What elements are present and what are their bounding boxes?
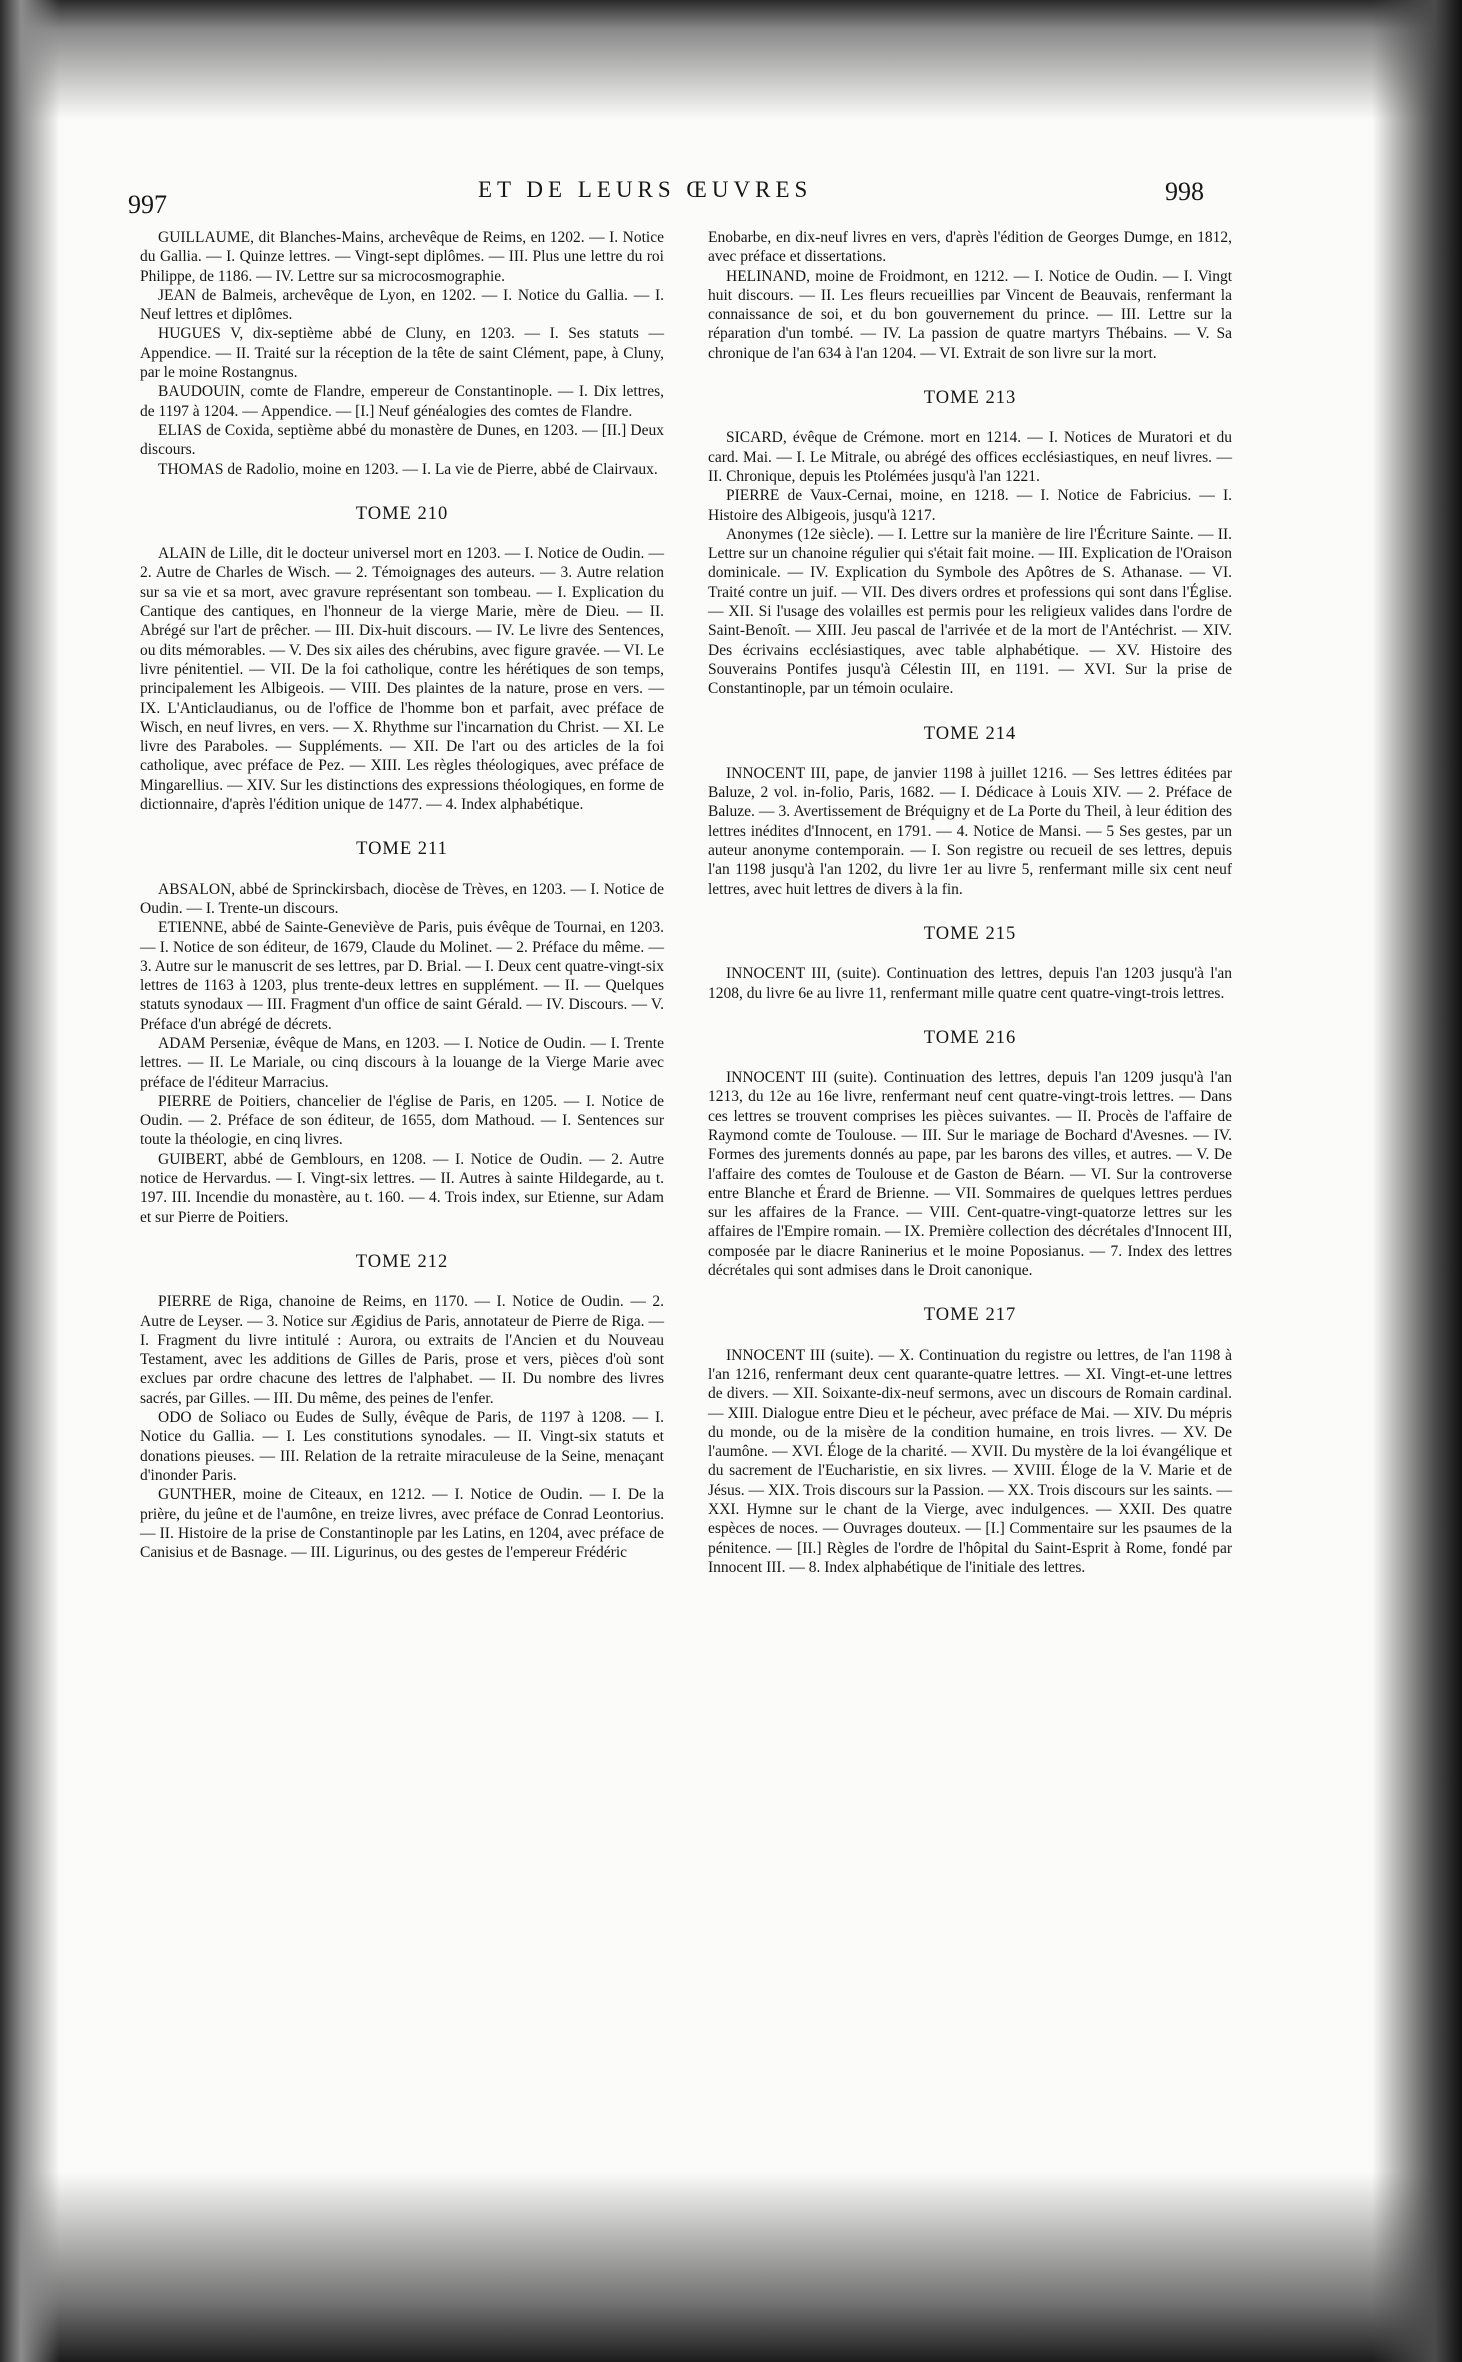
entry-text: abbé de Sprinckirsbach, diocèse de Trèves, en 1203. — I. Notice de Oudin. — I. Trente-un discours. — [140, 880, 664, 917]
author-name: INNOCENT III — [726, 1069, 828, 1087]
catalog-entry — [140, 324, 664, 382]
catalog-entry — [140, 1150, 664, 1227]
author-name: ELIAS — [158, 421, 202, 439]
entry-text: Enobarbe, en dix-neuf livres en vers, d'après l'édition de Georges Dumge, en 1812, avec préface et dissertations. — [708, 229, 1232, 266]
author-name: INNOCENT III, — [726, 965, 831, 983]
catalog-entry — [140, 421, 664, 460]
author-name: SICARD, — [726, 429, 787, 447]
author-name: PIERRE — [158, 1293, 212, 1311]
catalog-entry — [708, 1346, 1232, 1578]
author-name: HUGUES V, — [158, 325, 244, 343]
page-number-left: 997 — [128, 190, 167, 219]
tome-heading: TOME 212 — [355, 1251, 449, 1272]
author-name: BAUDOUIN, — [158, 383, 245, 401]
catalog-entry — [140, 1034, 664, 1092]
entry-text: de Coxida, septième abbé du monastère de Dunes, en 1203. — [II.] Deux discours. — [140, 421, 664, 459]
entry-text: abbé de Gemblours, en 1208. — I. Notice de Oudin. — 2. Autre notice de Hervardus. — I. Vingt-six lettres. — II. Autres à sainte Hildegarde, au t. 197. III. Incendie du monastère, au t. 160. — 4. Trois index, sur Etienne, sur Adam et sur Pierre de Poitiers. — [140, 1150, 664, 1226]
author-name: THOMAS — [158, 460, 224, 478]
catalog-entry — [140, 460, 664, 479]
entry-text: de Radolio, moine en 1203. — I. La vie de Pierre, abbé de Clairvaux. — [227, 460, 658, 478]
author-name: HELINAND, — [726, 267, 810, 285]
entry-text: de Balmeis, archevêque de Lyon, en 1202. — I. Notice du Gallia. — I. Neuf lettres et diplômes. — [140, 286, 665, 324]
tome-heading: TOME 213 — [923, 388, 1017, 409]
author-name: GUNTHER, — [158, 1486, 236, 1504]
entry-text: de Soliaco ou Eudes de Sully, évêque de Paris, de 1197 à 1208. — I. Notice du Gallia. — I. Les constitutions synodales. — II. Vingt-six statuts et donations pieuses. — III. Relation de la retraite miraculeuse de la Seine, menaçant d'inonder Paris. — [140, 1409, 665, 1484]
catalog-entry — [140, 382, 664, 421]
catalog-entry — [140, 1408, 664, 1485]
entry-text: moine de Citeaux, en 1212. — I. Notice de Oudin. — I. De la prière, du jeûne et de l'aumône, en treize livres, avec préface de Conrad Leontorius. — II. Histoire de la prise de Constantinople par les Latins, en 1204, avec préface de Canisius et de Basnage. — III. Ligurinus, ou des gestes de l'empereur Frédéric — [140, 1486, 664, 1562]
catalog-entry — [708, 428, 1232, 486]
entry-text: (suite). Continuation des lettres, depuis l'an 1209 jusqu'à l'an 1213, du 12e au 16e livre, renfermant neuf cent quatre-vingt-trois lettres. — Dans ces lettres se trouvent comprises les pièces suivantes. — II. Procès de l'affaire de Raymond comte de Toulouse. — III. Sur le mariage de Bochard d'Avesnes. — IV. Formes des jurements donnés au pape, par les barons des villes, et autres. — V. De l'affaire des comtes de Toulouse et de Gaston de Béarn. — VI. Sur la controverse entre Blanche et Érard de Brienne. — VII. Sommaires de quelques lettres perdues sur les affaires de la France. — VIII. Cent-quatre-vingt-quatorze lettres sur les affaires de l'Empire romain. — IX. Première collection des décrétales d'Innocent III, composée par le diacre Raninerius et le moine Poposianus. — 7. Index des lettres décrétales qui sont admises dans le Droit canonique. — [708, 1069, 1232, 1280]
entry-text: dix-septième abbé de Cluny, en 1203. — I. Ses statuts — Appendice. — II. Traité sur la réception de la tête de saint Clément, pape, à Cluny, par le moine Rostangnus. — [140, 325, 664, 382]
author-name: PIERRE — [726, 487, 780, 505]
catalog-entry — [140, 1292, 664, 1408]
left-column — [140, 228, 664, 1562]
entry-text: Anonymes (12e siècle). — I. Lettre sur la manière de lire l'Écriture Sainte. — II. Lettre sur un chanoine régulier qui s'était fait moine. — III. Explication de l'Oraison dominicale. — IV. Explication du Symbole des Apôtres de S. Athanase. — VI. Traité contre un juif. — VII. Des divers ordres et professions qui sont dans l'Église. — XII. Si l'usage des volailles est permis pour les religieux valides dans l'ordre de Saint-Benoît. — XIII. Jeu pascal de l'arrivée et de la mort de l'Antéchrist. — XIV. Des écrivains ecclésiastiques, avec table alphabétique. — XV. Histoire des Souverains Pontifes jusqu'à Célestin III, en 1191. — XVI. Sur la prise de Constantinople, par un témoin oculaire. — [708, 525, 1232, 698]
entry-text: de Poitiers, chancelier de l'église de Paris, en 1205. — I. Notice de Oudin. — 2. Préface de son éditeur, de 1655, dom Mathoud. — I. Sentences sur toute la théologie, en cinq livres. — [140, 1092, 664, 1149]
catalog-entry — [708, 267, 1232, 363]
scan-edge-bottom — [0, 2172, 1462, 2362]
entry-text: évêque de Crémone. mort en 1214. — I. Notices de Muratori et du card. Mai. — I. Le Mitrale, ou abrégé des offices ecclésiastiques, en neuf livres. — II. Chronique, depuis les Ptolémées jusqu'à l'an 1221. — [708, 429, 1232, 485]
catalog-entry — [140, 880, 664, 919]
page-header — [128, 172, 1204, 219]
running-title: ET DE LEURS ŒUVRES — [478, 177, 813, 202]
author-name: JEAN — [158, 286, 196, 304]
catalog-entry — [708, 964, 1232, 1003]
author-name: GUILLAUME, — [158, 229, 254, 246]
entry-text: (suite). — X. Continuation du registre ou lettres, de l'an 1198 à l'an 1216, renfermant deux cent quarante-quatre lettres. — XI. Vingt-et-une lettres de divers. — XII. Soixante-dix-neuf sermons, avec un discours de Romain cardinal. — XIII. Dialogue entre Dieu et le pécheur, avec préface de Mai. — XIV. Du mépris du monde, ou de la misère de la condition humaine, en trois livres. — XV. De l'aumône. — XVI. Éloge de la charité. — XVII. Du mystère de la loi évangélique et du sacrement de l'Eucharistie, en six livres. — XVIII. Éloge de la V. Marie et de Jésus. — XIX. Trois discours sur la Passion. — XX. Trois discours sur les saints. — XXI. Hymne sur le chant de la Vierge, avec indulgences. — XXII. Des quatre espèces de noces. — Ouvrages douteux. — [I.] Commentaire sur les psaumes de la pénitence. — [II.] Règles de l'ordre de l'hôpital du Saint-Esprit à Rome, fondé par Innocent III. — 8. Index alphabétique de l'initiale des lettres. — [708, 1346, 1233, 1576]
author-name: INNOCENT III, — [726, 764, 830, 782]
catalog-entry — [708, 228, 1232, 267]
scan-edge-right — [1372, 0, 1462, 2362]
catalog-entry — [140, 286, 664, 325]
author-name: ODO — [158, 1409, 192, 1427]
catalog-entry — [708, 525, 1232, 699]
tome-heading: TOME 210 — [355, 503, 449, 524]
tome-heading: TOME 217 — [923, 1305, 1017, 1326]
catalog-entry — [140, 1092, 664, 1150]
catalog-entry — [140, 544, 664, 814]
catalog-entry — [140, 918, 664, 1034]
catalog-entry — [140, 228, 664, 286]
author-name: INNOCENT III — [726, 1346, 826, 1364]
author-name: PIERRE — [158, 1092, 212, 1110]
catalog-entry — [708, 1068, 1232, 1280]
entry-text: comte de Flandre, empereur de Constantinople. — I. Dix lettres, de 1197 à 1204. — Appendice. — [I.] Neuf généalogies des comtes de Flandre. — [140, 383, 664, 420]
catalog-entry — [140, 1485, 664, 1562]
entry-text: pape, de janvier 1198 à juillet 1216. — Ses lettres éditées par Baluze, 2 vol. in-folio, Paris, 1682. — I. Dédicace à Louis XIV. — 2. Préface de Baluze. — 3. Avertissement de Bréquigny et de La Porte du Theil, à leur édition des lettres inédites d'Innocent, en 1791. — 4. Notice de Mansi. — 5 Ses gestes, par un auteur anonyme contemporain. — I. Son registre ou recueil de ses lettres, depuis l'an 1198 jusqu'à l'an 1202, du livre 1er au livre 5, renfermant mille six cent neuf lettres, avec huit lettres de divers à la fin. — [708, 764, 1233, 898]
entry-text: de Riga, chanoine de Reims, en 1170. — I. Notice de Oudin. — 2. Autre de Leyser. — 3. Notice sur Ægidius de Paris, annotateur de Pierre de Riga. — I. Fragment du livre intitulé : Aurora, ou extraits de l'Ancien et du Nouveau Testament, avec les additions de Gilles de Paris, prose et vers, pièces d'où sont exclues par ordre chacune des lettres de l'alphabet. — II. Du nombre des livres sacrés, par Gilles. — III. Du même, des peines de l'enfer. — [140, 1293, 664, 1407]
page-number-right: 998 — [1165, 177, 1204, 206]
tome-heading: TOME 216 — [923, 1027, 1017, 1048]
catalog-entry — [708, 764, 1232, 899]
author-name: ADAM — [158, 1034, 206, 1052]
tome-heading: TOME 214 — [923, 723, 1017, 744]
entry-text: de Vaux-Cernai, moine, en 1218. — I. Notice de Fabricius. — I. Histoire des Albigeois, jusqu'à 1217. — [708, 487, 1233, 524]
entry-text: (suite). Continuation des lettres, depuis l'an 1203 jusqu'à l'an 1208, du livre 6e au livre 11, renfermant mille quatre cent quatre-vingt-trois lettres. — [708, 965, 1233, 1002]
scan-edge-left — [0, 0, 60, 2362]
author-name: GUIBERT, — [158, 1150, 227, 1168]
author-name: ALAIN — [158, 545, 207, 563]
author-name: ABSALON, — [158, 880, 236, 898]
scan-edge-top — [0, 0, 1462, 120]
entry-text: abbé de Sainte-Geneviève de Paris, puis évêque de Tournai, en 1203. — I. Notice de son éditeur, de 1679, Claude du Molinet. — 2. Préface du même. — 3. Autre sur le manuscrit de ses lettres, par D. Brial. — I. Deux cent quatre-vingt-six lettres de 1163 à 1203, plus trente-deux lettres en supplément. — II. — Quelques statuts synodaux — III. Fragment d'un office de saint Gérald. — IV. Discours. — V. Préface d'un abrégé de décrets. — [140, 919, 664, 1033]
author-name: ETIENNE, — [158, 919, 228, 937]
entry-text: dit Blanches-Mains, archevêque de Reims, en 1202. — I. Notice du Gallia. — I. Quinze lettres. — Vingt-sept diplômes. — III. Plus une lettre du roi Philippe, de 1186. — IV. Lettre sur sa microcosmographie. — [140, 229, 664, 285]
tome-heading: TOME 215 — [923, 923, 1017, 944]
entry-text: Perseniæ, évêque de Mans, en 1203. — I. Notice de Oudin. — I. Trente lettres. — II. Le Mariale, ou cinq discours à la louange de la Vierge Marie avec préface de l'éditeur Marracius. — [140, 1034, 664, 1091]
catalog-entry — [708, 486, 1232, 525]
entry-text: moine de Froidmont, en 1212. — I. Notice de Oudin. — I. Vingt huit discours. — II. Les fleurs recueillies par Vincent de Beauvais, renfermant la connaissance de soi, et du bon gouvernement du prince. — III. Lettre sur la réparation d'un tombé. — IV. La passion de quatre martyrs Thébains. — V. Sa chronique de l'an 634 à l'an 1204. — VI. Extrait de son livre sur la mort. — [708, 267, 1233, 362]
entry-text: de Lille, dit le docteur universel mort en 1203. — I. Notice de Oudin. — 2. Autre de Charles de Wisch. — 2. Témoignages des auteurs. — 3. Autre relation sur sa vie et sa mort, avec gravure représentant son tombeau. — I. Explication du Cantique des cantiques, en l'honneur de la vierge Marie, mère de Dieu. — II. Abrégé sur l'art de prêcher. — III. Dix-huit discours. — IV. Le livre des Sentences, ou dits mémorables. — V. Des six ailes des chérubins, avec figure gravée. — VI. Le livre pénitentiel. — VII. De la foi catholique, contre les hérétiques de son temps, principalement les Albigeois. — VIII. Des plaintes de la nature, prose en vers. — IX. L'Anticlaudianus, ou de l'office de l'homme bon et parfait, avec préface de Wisch, en neuf livres, en vers. — X. Rhythme sur l'incarnation du Christ. — XI. Le livre des Paraboles. — Suppléments. — XII. De l'art ou des articles de la foi catholique, avec préface de Pez. — XIII. Les règles théologiques, avec préface de Mingarellius. — XIV. Sur les distinctions des expressions théologiques, en forme de dictionnaire, d'après l'édition unique de 1477. — 4. Index alphabétique. — [140, 545, 665, 814]
tome-heading: TOME 211 — [356, 839, 448, 860]
right-column — [708, 228, 1232, 1577]
